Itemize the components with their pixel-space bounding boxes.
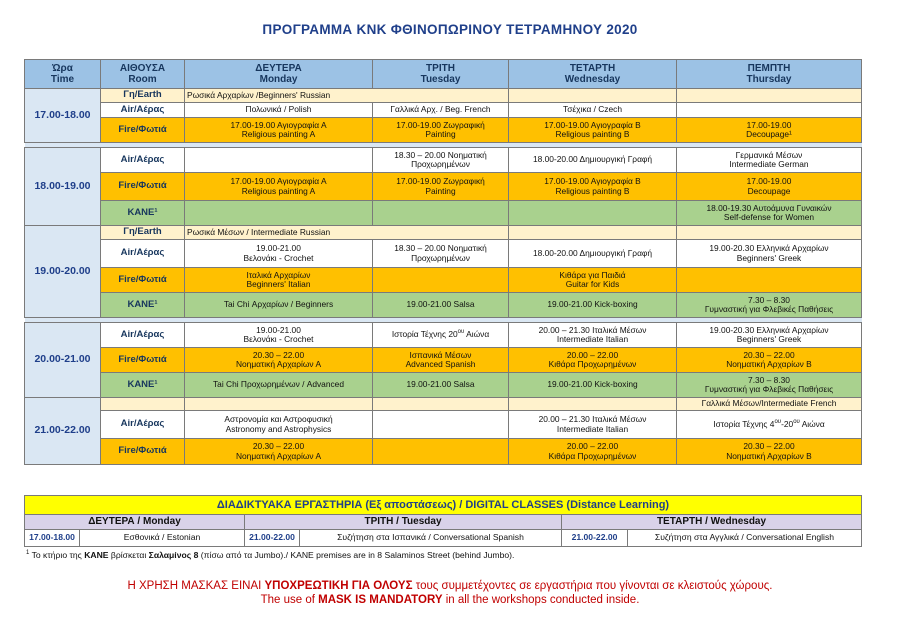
row-s1-earth: [25, 89, 862, 103]
slot-17-18: 17.00-18.00: [25, 89, 101, 143]
header-thursday: ΠΕΜΠΤΗ Thursday: [677, 60, 862, 89]
class-cell: [185, 148, 373, 173]
digital-class: Συζήτηση στα Αγγλικά / Conversational English: [628, 530, 862, 547]
class-cell: 17.00-19.00 Αγιογραφία Β Religious painting B: [509, 173, 677, 201]
class-cell: 20.00 – 22.00 Κιθάρα Προχωρημένων: [509, 439, 677, 465]
class-cell: Ρωσικά Αρχαρίων /Beginners' Russian: [185, 89, 509, 103]
room-earth: Γη/Earth: [101, 226, 185, 240]
digital-classes-table: [24, 495, 862, 547]
class-cell: 18.30 – 20.00 Νοηματική Προχωρημένων: [373, 148, 509, 173]
class-cell: [185, 201, 373, 226]
room-fire: Fire/Φωτιά: [101, 439, 185, 465]
class-cell: Γαλλικά Αρχ. / Beg. French: [373, 103, 509, 118]
room-fire: Fire/Φωτιά: [101, 118, 185, 143]
class-cell: Πολωνικά / Polish: [185, 103, 373, 118]
class-cell: [509, 89, 677, 103]
class-cell: 19.00-21.00 Βελονάκι - Crochet: [185, 323, 373, 348]
class-cell: [373, 411, 509, 439]
class-cell: 19.00-21.00 Salsa: [373, 373, 509, 398]
class-cell: 17.00-19.00 Decoupage¹: [677, 118, 862, 143]
row-s3-fire: [25, 268, 862, 293]
class-cell: [509, 398, 677, 411]
row-s2-kane: [25, 201, 862, 226]
class-cell: Ιστορία Τέχνης $4^{o\upsilon}-20^{o\upsilon}$ Αιώνα: [677, 411, 862, 439]
class-cell: 17.00-19.00 Αγιογραφία Β Religious painting B: [509, 118, 677, 143]
room-kane: ΚΑΝΕ¹: [101, 201, 185, 226]
class-cell: 19.00-21.00 Βελονάκι - Crochet: [185, 240, 373, 268]
class-cell: 19.00-20.30 Ελληνικά Αρχαρίων Beginners' Greek: [677, 240, 862, 268]
class-cell: 17.00-19.00 Ζωγραφική Painting: [373, 173, 509, 201]
digital-day-wednesday: ΤΕΤΑΡΤΗ / Wednesday: [562, 515, 862, 530]
row-s1-air: [25, 103, 862, 118]
digital-day-monday: ΔΕΥΤΕΡΑ / Monday: [25, 515, 245, 530]
slot-20-21: 20.00-21.00: [25, 323, 101, 398]
row-s2-air: [25, 148, 862, 173]
page-title: ΠΡΟΓΡΑΜΜΑ ΚΝΚ ΦΘΙΝΟΠΩΡΙΝΟΥ ΤΕΤΡΑΜΗΝΟΥ 2020: [262, 22, 638, 37]
class-cell: 17.00-19.00 Decoupage: [677, 173, 862, 201]
row-s4-kane: [25, 373, 862, 398]
row-s5-earth: [25, 398, 862, 411]
class-cell: [677, 89, 862, 103]
class-cell: [509, 226, 677, 240]
class-cell: Αστρονομία και Αστροφυσική Astronomy and Astrophysics: [185, 411, 373, 439]
class-cell: [677, 226, 862, 240]
room-fire: Fire/Φωτιά: [101, 173, 185, 201]
room-air: Air/Αέρας: [101, 148, 185, 173]
room-earth: Γη/Earth: [101, 89, 185, 103]
class-cell: Tai Chi Προχωρημένων / Advanced: [185, 373, 373, 398]
class-cell: Ιστορία Τέχνης $20^{o\upsilon}$ Αιώνα: [373, 323, 509, 348]
class-cell: 19.00-20.30 Ελληνικά Αρχαρίων Beginners' Greek: [677, 323, 862, 348]
mask-notice-english: The use of MASK IS MANDATORY in all the workshops conducted inside.: [260, 594, 640, 606]
row-s2-fire: [25, 173, 862, 201]
digital-day-tuesday: ΤΡΙΤΗ / Tuesday: [245, 515, 562, 530]
class-cell: Γαλλικά Μέσων/Intermediate French: [677, 398, 862, 411]
class-cell: 20.00 – 22.00 Κιθάρα Προχωρημένων: [509, 348, 677, 373]
header-room: ΑΙΘΟΥΣΑ Room: [101, 60, 185, 89]
class-cell: 20.30 – 22.00 Νοηματική Αρχαρίων Α: [185, 439, 373, 465]
class-cell: 19.00-21.00 Salsa: [373, 293, 509, 318]
class-cell: 19.00-21.00 Kick-boxing: [509, 293, 677, 318]
room-air: Air/Αέρας: [101, 103, 185, 118]
row-s4-fire: [25, 348, 862, 373]
header-tuesday: ΤΡΙΤΗ Tuesday: [373, 60, 509, 89]
class-cell: 17.00-19.00 Ζωγραφική Painting: [373, 118, 509, 143]
room-air: Air/Αέρας: [101, 323, 185, 348]
class-cell: 18.00-19.30 Αυτοάμυνα Γυναικών Self-defense for Women: [677, 201, 862, 226]
header-row: [25, 60, 862, 89]
class-cell: Τσέχικα / Czech: [509, 103, 677, 118]
class-cell: 20.30 – 22.00 Νοηματική Αρχαρίων Α: [185, 348, 373, 373]
digital-time: 17.00-18.00: [25, 530, 80, 547]
header-time: Ώρα Time: [25, 60, 101, 89]
row-s5-fire: [25, 439, 862, 465]
class-cell: Tai Chi Αρχαρίων / Beginners: [185, 293, 373, 318]
slot-19-20: 19.00-20.00: [25, 226, 101, 318]
room-kane: ΚΑΝΕ¹: [101, 373, 185, 398]
class-cell: 7.30 – 8.30 Γυμναστική για Φλεβικές Παθήσεις: [677, 373, 862, 398]
class-cell: Ισπανικά Μέσων Advanced Spanish: [373, 348, 509, 373]
class-cell: 20.30 – 22.00 Νοηματική Αρχαρίων Β: [677, 439, 862, 465]
class-cell: [677, 268, 862, 293]
room-air: Air/Αέρας: [101, 240, 185, 268]
class-cell: [373, 201, 509, 226]
room-earth: [101, 398, 185, 411]
room-fire: Fire/Φωτιά: [101, 348, 185, 373]
class-cell: 7.30 – 8.30 Γυμναστική για Φλεβικές Παθήσεις: [677, 293, 862, 318]
class-cell: Ιταλικά Αρχαρίων Beginners' Italian: [185, 268, 373, 293]
class-cell: [185, 398, 373, 411]
room-kane: ΚΑΝΕ¹: [101, 293, 185, 318]
slot-18-19: 18.00-19.00: [25, 148, 101, 226]
digital-time: 21.00-22.00: [245, 530, 300, 547]
row-s3-kane: [25, 293, 862, 318]
digital-time: 21.00-22.00: [562, 530, 628, 547]
class-cell: 17.00-19.00 Αγιογραφία Α Religious painting A: [185, 118, 373, 143]
class-cell: 18.00-20.00 Δημιουργική Γραφή: [509, 148, 677, 173]
class-cell: [373, 268, 509, 293]
class-cell: Ρωσικά Μέσων / Intermediate Russian: [185, 226, 509, 240]
row-s5-air: [25, 411, 862, 439]
schedule-table: [24, 59, 862, 465]
class-cell: 18.00-20.00 Δημιουργική Γραφή: [509, 240, 677, 268]
class-cell: [677, 103, 862, 118]
room-air: Air/Αέρας: [101, 411, 185, 439]
class-cell: [373, 439, 509, 465]
class-cell: 19.00-21.00 Kick-boxing: [509, 373, 677, 398]
slot-21-22: 21.00-22.00: [25, 398, 101, 465]
class-cell: 20.00 – 21.30 Ιταλικά Μέσων Intermediate Italian: [509, 323, 677, 348]
row-s4-air: [25, 323, 862, 348]
class-cell: 18.30 – 20.00 Νοηματική Προχωρημένων: [373, 240, 509, 268]
header-wednesday: ΤΕΤΑΡΤΗ Wednesday: [509, 60, 677, 89]
digital-class: Συζήτηση στα Ισπανικά / Conversational Spanish: [300, 530, 562, 547]
footnote: $^1$ Το κτήριο της ΚΑΝΕ βρίσκεται Σαλαμίνος 8 (πίσω από τα Jumbo)./ KANE premises are in 8 Salaminos Street (behind Jumbo).: [26, 550, 515, 560]
class-cell: 17.00-19.00 Αγιογραφία Α Religious painting A: [185, 173, 373, 201]
header-monday: ΔΕΥΤΕΡΑ Monday: [185, 60, 373, 89]
class-cell: Γερμανικά Μέσων Intermediate German: [677, 148, 862, 173]
class-cell: [509, 201, 677, 226]
row-s3-earth: [25, 226, 862, 240]
class-cell: Κιθάρα για Παιδιά Guitar for Kids: [509, 268, 677, 293]
class-cell: 20.30 – 22.00 Νοηματική Αρχαρίων Β: [677, 348, 862, 373]
digital-heading: ΔΙΑΔΙΚΤΥΑΚΑ ΕΡΓΑΣΤΗΡΙΑ (Εξ αποστάσεως) / DIGITAL CLASSES (Distance Learning): [25, 496, 862, 515]
row-s1-fire: [25, 118, 862, 143]
class-cell: 20.00 – 21.30 Ιταλικά Μέσων Intermediate Italian: [509, 411, 677, 439]
mask-notice-greek: Η ΧΡΗΣΗ ΜΑΣΚΑΣ ΕΙΝΑΙ ΥΠΟΧΡΕΩΤΙΚΗ ΓΙΑ ΟΛΟΥΣ τους συμμετέχοντες σε εργαστήρια που γίνονται σε κλειστούς χώρους.: [127, 580, 773, 592]
class-cell: [373, 398, 509, 411]
room-fire: Fire/Φωτιά: [101, 268, 185, 293]
row-s3-air: [25, 240, 862, 268]
digital-class: Εσθονικά / Estonian: [80, 530, 245, 547]
